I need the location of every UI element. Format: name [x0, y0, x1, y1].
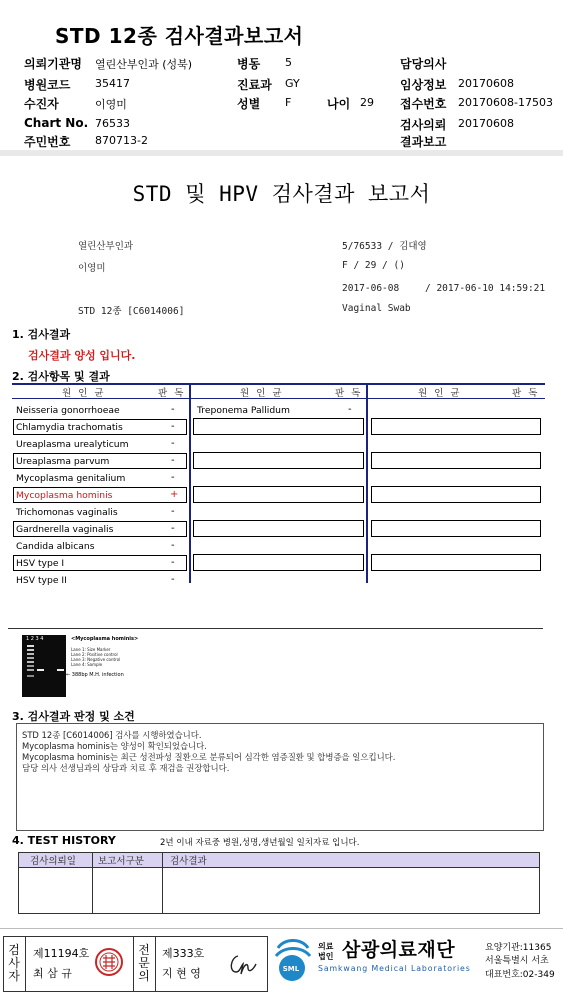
request-label: 검사의뢰: [400, 118, 447, 132]
signature-divider: [133, 936, 134, 992]
org-type: 의료 법인: [318, 942, 334, 961]
section1-title: 1. 검사결과: [12, 328, 71, 341]
organism-name: Mycoplasma genitalium: [16, 473, 126, 484]
info-test-name: STD 12종 [C6014006]: [78, 306, 185, 317]
organism-name: Ureaplasma urealyticum: [16, 439, 129, 450]
organism-name: Trichomonas vaginalis: [16, 507, 118, 518]
gel-electrophoresis-image: [22, 635, 66, 697]
doctor-label: 담당의사: [400, 57, 447, 71]
org-name: 삼광의료재단: [342, 939, 456, 961]
chart-value: 76533: [95, 117, 130, 130]
id-label: 주민번호: [24, 135, 71, 149]
gel-lane-numbers: 1 2 3 4: [26, 636, 44, 642]
footer-divider: [0, 928, 563, 929]
col-divider-1: [189, 383, 191, 583]
organism-name: HSV type II: [16, 575, 67, 586]
organism-result: -: [171, 404, 175, 415]
sml-logo-text: SML: [282, 965, 300, 973]
organism-result: -: [171, 523, 175, 534]
page-title: STD 12종 검사결과보고서: [55, 24, 304, 48]
org-institution-code: 요양기관:11365: [485, 943, 552, 953]
age-label: 나이: [327, 97, 351, 111]
sml-logo-icon: [272, 936, 312, 984]
empty-cell: [193, 452, 364, 469]
sex-value: F: [285, 96, 292, 109]
organism-result: -: [171, 506, 175, 517]
report-title: STD 및 HPV 검사결과 보고서: [132, 182, 431, 206]
org-address: 서울특별시 서초: [485, 956, 549, 966]
info-patient: 이영미: [78, 263, 106, 274]
empty-cell: [371, 486, 541, 503]
gel-band-annotation: ← 388bp M.H. infection: [66, 672, 124, 678]
empty-cell: [193, 554, 364, 571]
section4-title: 4. TEST HISTORY: [12, 834, 116, 847]
empty-cell: [193, 418, 364, 435]
history-note: 2년 이내 자료중 병원,성명,생년월일 일치자료 입니다.: [160, 838, 360, 848]
receipt-value: 20170608-17503: [458, 96, 553, 109]
section3-title: 3. 검사결과 판정 및 소견: [12, 710, 135, 723]
gel-legend-3: Lane 3: Negative control: [71, 657, 121, 662]
col-head-judgment-1: 판 독: [158, 388, 186, 399]
code-value: 35417: [95, 77, 130, 90]
organism-name-positive: Mycoplasma hominis: [16, 490, 113, 501]
chart-label: Chart No.: [24, 116, 89, 130]
expert-license: 제333호: [162, 947, 205, 960]
info-specimen: Vaginal Swab: [342, 303, 411, 314]
organism-name: Chlamydia trachomatis: [16, 422, 123, 433]
organism-name: Gardnerella vaginalis: [16, 524, 114, 535]
inspector-license: 제11194호: [33, 947, 90, 960]
organism-result: -: [171, 421, 175, 432]
gel-legend-4: Lane 4: Sample: [71, 662, 103, 667]
org-phone: 대표번호:02-349: [485, 970, 555, 980]
ward-value: 5: [285, 56, 292, 69]
inspector-name: 최 삼 규: [33, 967, 72, 980]
info-date-received: 2017-06-08: [342, 283, 400, 294]
organism-result: -: [171, 438, 175, 449]
organism-result: -: [171, 472, 175, 483]
empty-cell: [193, 520, 364, 537]
clinical-value: 20170608: [458, 77, 514, 90]
code-label: 병원코드: [24, 78, 71, 92]
organism-name: Candida albicans: [16, 541, 95, 552]
section-divider: [0, 150, 563, 156]
empty-cell: [371, 452, 541, 469]
sex-label: 성별: [237, 97, 261, 111]
col-head-judgment-2: 판 독: [335, 388, 363, 399]
col-head-organism-1: 원 인 균: [62, 388, 106, 399]
inspector-seal: [94, 947, 124, 977]
history-col-divider: [92, 852, 93, 914]
empty-cell: [371, 418, 541, 435]
clinical-label: 임상정보: [400, 78, 447, 92]
signature-divider: [155, 936, 156, 992]
organism-result: -: [171, 557, 175, 568]
patient-value: 이영미: [95, 98, 127, 111]
expert-name: 지 현 영: [162, 967, 201, 980]
history-col-divider: [162, 852, 163, 914]
opinion-line: Mycoplasma hominis는 최근 성전파성 질환으로 분류되어 심각한 염증질환 및 합병증을 일으킵니다.: [22, 752, 396, 762]
organism-result-positive: +: [170, 489, 179, 500]
expert-label: 전 문 의: [138, 943, 150, 983]
report-label: 결과보고: [400, 135, 447, 149]
inspector-label: 검 사 자: [8, 943, 20, 983]
info-date-reported: / 2017-06-10 14:59:21: [425, 283, 546, 294]
empty-cell: [371, 554, 541, 571]
empty-cell: [371, 520, 541, 537]
signature-divider: [25, 936, 26, 992]
organism-result: -: [171, 540, 175, 551]
organism-result: -: [171, 574, 175, 585]
ward-label: 병동: [237, 57, 261, 71]
organism-name: Ureaplasma parvum: [16, 456, 110, 467]
dept-label: 진료과: [237, 78, 272, 92]
history-table: [18, 852, 540, 914]
expert-signature: [226, 950, 260, 978]
gel-legend-2: Lane 2: Positive control: [71, 652, 118, 657]
info-chart-doctor: 5/76533 / 김대영: [342, 241, 427, 252]
history-header-rule: [19, 867, 539, 868]
history-col-report-type: 보고서구분: [98, 856, 144, 867]
organism-name: Neisseria gonorrhoeae: [16, 405, 120, 416]
patient-label: 수진자: [24, 97, 59, 111]
col-head-organism-2: 원 인 균: [240, 388, 284, 399]
hospital-value: 열린산부인과 (성북): [95, 58, 193, 71]
hospital-label: 의뢰기관명: [24, 57, 82, 71]
dept-value: GY: [285, 77, 300, 90]
history-col-result: 검사결과: [170, 856, 207, 867]
empty-cell: [193, 486, 364, 503]
info-clinic: 열린산부인과: [78, 241, 134, 252]
opinion-line: STD 12종 [C6014006] 검사를 시행하였습니다.: [22, 730, 202, 740]
col-head-organism-3: 원 인 균: [418, 388, 462, 399]
org-english-name: Samkwang Medical Laboratories: [318, 964, 471, 973]
col-head-judgment-3: 판 독: [512, 388, 540, 399]
section2-title: 2. 검사항목 및 결과: [12, 370, 110, 383]
organism-name: HSV type I: [16, 558, 65, 569]
gel-title: <Mycoplasma hominis>: [71, 636, 139, 642]
opinion-line: 담당 의사 선생님과의 상담과 치료 후 재검을 권장합니다.: [22, 763, 230, 773]
receipt-label: 접수번호: [400, 97, 447, 111]
request-value: 20170608: [458, 117, 514, 130]
result-text: 검사결과 양성 입니다.: [28, 349, 136, 362]
history-col-request-date: 검사의뢰일: [30, 856, 76, 867]
opinion-line: Mycoplasma hominis는 양성이 확인되었습니다.: [22, 741, 207, 751]
col-divider-2: [366, 383, 368, 583]
age-value: 29: [360, 96, 374, 109]
info-sex-age: F / 29 / (): [342, 260, 405, 271]
organism-name: Treponema Pallidum: [197, 405, 290, 416]
organism-result: -: [171, 455, 175, 466]
id-value: 870713-2: [95, 134, 148, 147]
gel-legend-1: Lane 1: Size Marker: [71, 647, 111, 652]
organism-result: -: [348, 404, 352, 415]
